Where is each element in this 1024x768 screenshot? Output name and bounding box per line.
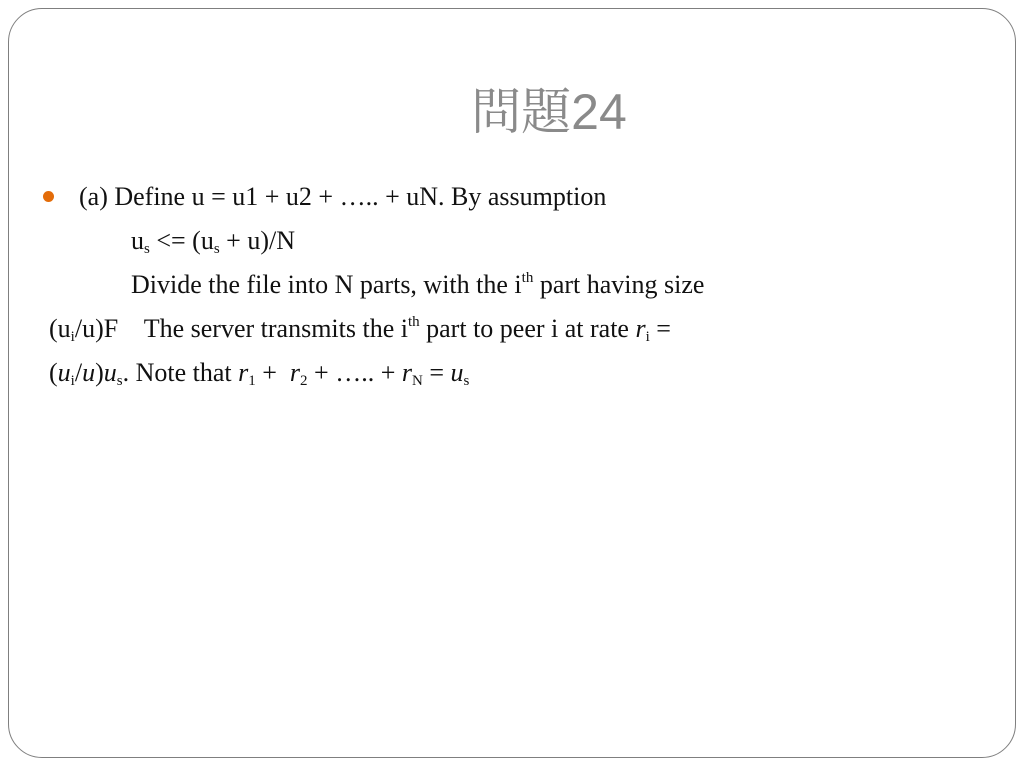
- math-var: u: [57, 358, 71, 387]
- text-segment: Divide the file into N parts, with the i: [131, 270, 522, 299]
- math-var: u: [103, 358, 117, 387]
- line-4: [49, 307, 879, 351]
- math-var: r: [289, 358, 301, 387]
- line-3: [49, 263, 879, 307]
- text-segment: part to peer i at rate: [419, 314, 636, 343]
- subscript: s: [116, 373, 123, 389]
- text-segment: /: [74, 358, 83, 387]
- subscript: i: [70, 373, 75, 389]
- text-segment: ): [95, 358, 104, 387]
- subscript: s: [144, 241, 150, 257]
- line-1-text: (a) Define u = u1 + u2 + ….. + uN. By assumption: [79, 182, 607, 211]
- text-segment: (: [49, 358, 58, 387]
- math-var: r: [401, 358, 412, 387]
- text-segment: + ….. +: [307, 358, 402, 387]
- line-2: [49, 219, 879, 263]
- subscript: s: [213, 241, 220, 257]
- subscript: i: [70, 329, 75, 345]
- text-segment: <= (u: [149, 226, 214, 255]
- slide: [8, 8, 1016, 758]
- subscript: N: [412, 373, 423, 389]
- subscript: 2: [300, 373, 308, 389]
- subscript: s: [463, 373, 470, 389]
- bullet-line-1: [49, 175, 879, 219]
- text-segment: (u: [49, 314, 71, 343]
- slide-title: 問題24: [471, 84, 627, 140]
- subscript: i: [645, 329, 650, 345]
- math-var: r: [238, 358, 249, 387]
- subscript: 1: [248, 373, 256, 389]
- text-segment: /u)F The server transmits the i: [74, 314, 408, 343]
- superscript: th: [521, 270, 534, 286]
- math-var: u: [450, 358, 464, 387]
- text-segment: =: [422, 358, 451, 387]
- text-segment: . Note that: [122, 358, 239, 387]
- text-segment: u: [131, 226, 144, 255]
- math-var: u: [82, 358, 96, 387]
- text-segment: part having size: [533, 270, 705, 299]
- slide-body: [49, 175, 879, 395]
- text-segment: + u)/N: [219, 226, 295, 255]
- line-5: [49, 351, 879, 395]
- text-segment: =: [649, 314, 671, 343]
- math-var: r: [635, 314, 646, 343]
- text-segment: +: [255, 358, 290, 387]
- bullet-dot-icon: [43, 191, 54, 202]
- superscript: th: [407, 314, 420, 330]
